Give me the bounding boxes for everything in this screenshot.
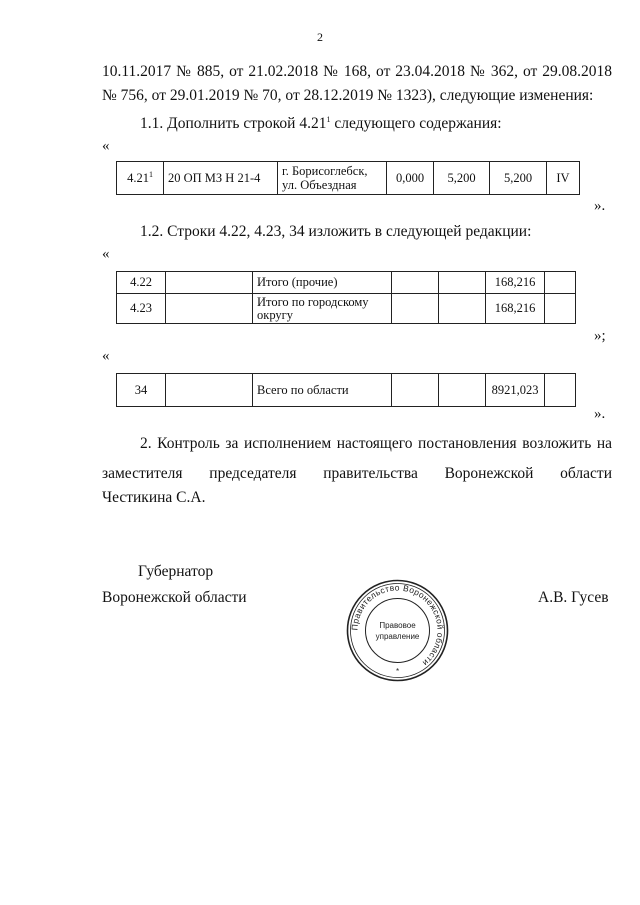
cell-num: 4.21$^1$ <box>117 162 164 195</box>
cell-code: 20 ОП МЗ Н 21-4 <box>164 162 278 195</box>
cell-v2: 5,200 <box>434 162 490 195</box>
empty-cell <box>439 294 486 324</box>
quote-open-2: « <box>102 246 110 262</box>
row-num: 34 <box>117 374 166 407</box>
item-2-line-3: Честикина С.А. <box>102 489 206 506</box>
row-num: 4.22 <box>117 272 166 294</box>
page-number: 2 <box>317 30 323 44</box>
row-value: 8921,023 <box>486 374 545 407</box>
row-name: Всего по области <box>253 374 392 407</box>
quote-open-3: « <box>102 348 110 364</box>
empty-cell <box>166 272 253 294</box>
empty-cell <box>439 374 486 407</box>
quote-close-3: ». <box>594 406 606 422</box>
empty-cell <box>439 272 486 294</box>
svg-text:Правовое: Правовое <box>379 621 416 630</box>
official-stamp <box>345 578 450 683</box>
empty-cell <box>392 294 439 324</box>
table-row <box>117 294 576 324</box>
stamp-graphic <box>345 578 450 683</box>
quote-close-2: »; <box>594 328 606 344</box>
signature-title-1: Губернатор <box>138 563 214 580</box>
item-1-1-text-before: 1.1. Дополнить строкой 4.21 <box>140 115 327 132</box>
item-2-line-2: заместителя председателя правительства Воронежской области <box>102 465 612 482</box>
signature-title-2: Воронежской области <box>102 589 247 606</box>
cell-place: г. Борисоглебск, ул. Объездная <box>278 162 387 195</box>
empty-cell <box>392 374 439 407</box>
svg-text:Правительство Воронежской обла: Правительство Воронежской области <box>349 582 446 669</box>
empty-cell <box>166 294 253 324</box>
empty-cell <box>166 374 253 407</box>
svg-text:управление: управление <box>375 632 420 641</box>
table-row <box>117 374 576 407</box>
row-value: 168,216 <box>486 272 545 294</box>
table-row <box>117 272 576 294</box>
item-1-2: 1.2. Строки 4.22, 4.23, 34 изложить в следующей редакции: <box>140 223 532 240</box>
row-num: 4.23 <box>117 294 166 324</box>
cell-v1: 0,000 <box>387 162 434 195</box>
item-1-1 <box>140 112 640 136</box>
intro-line-2: № 756, от 29.01.2019 № 70, от 28.12.2019 № 1323), следующие изменения: <box>102 87 594 104</box>
quote-close-1: ». <box>594 198 606 214</box>
signature-name: А.В. Гусев <box>538 589 609 606</box>
empty-cell <box>392 272 439 294</box>
cell-v3: 5,200 <box>490 162 547 195</box>
row-name: Итого по городскому округу <box>253 294 392 324</box>
cell-category: IV <box>547 162 580 195</box>
row-name: Итого (прочие) <box>253 272 392 294</box>
intro-line-1: 10.11.2017 № 885, от 21.02.2018 № 168, от 23.04.2018 № 362, от 29.08.2018 <box>102 63 612 80</box>
table-total-row <box>116 373 576 407</box>
item-1-1-sup: 1 <box>326 114 331 124</box>
empty-cell <box>545 374 576 407</box>
item-2-line-1: 2. Контроль за исполнением настоящего постановления возложить на <box>140 435 612 452</box>
svg-text:*: * <box>395 667 400 676</box>
row-value: 168,216 <box>486 294 545 324</box>
table-edit-rows <box>116 271 576 324</box>
table-new-row <box>116 161 580 195</box>
item-1-1-text-after: следующего содержания: <box>330 115 502 132</box>
empty-cell <box>545 272 576 294</box>
quote-open-1: « <box>102 138 110 154</box>
empty-cell <box>545 294 576 324</box>
